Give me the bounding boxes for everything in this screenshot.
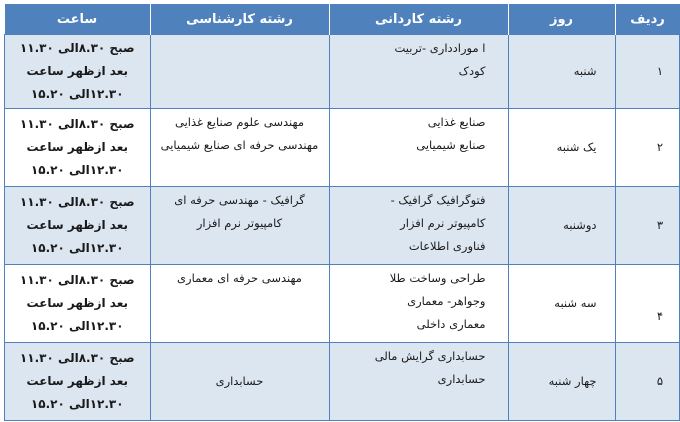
vocational-line: صنایع شیمیایی xyxy=(416,138,486,152)
time-line: بعد ازظهر ساعت xyxy=(26,140,128,154)
bachelor-line: حسابداری xyxy=(215,374,264,388)
header-day: روز xyxy=(508,4,615,35)
bachelor-line: مهندسی علوم صنایع غذایی xyxy=(175,115,304,129)
bachelor-line: گرافیک - مهندسی حرفه ای xyxy=(174,193,305,207)
table-row xyxy=(5,35,680,109)
vocational-line: وجواهر- معماری xyxy=(407,294,486,308)
schedule-table xyxy=(4,4,680,421)
day-cell: سه شنبه xyxy=(508,265,615,343)
table-body xyxy=(5,35,680,421)
vocational-line: معماری داخلی xyxy=(416,317,486,331)
time-line: صبح ۸.۳۰الی ۱۱.۳۰ xyxy=(19,195,135,209)
time-line: بعد ازظهر ساعت xyxy=(26,64,128,78)
time-line: ۱۲.۳۰الی ۱۵.۲۰ xyxy=(30,163,124,177)
vocational-cell xyxy=(329,343,508,421)
table-header xyxy=(5,4,680,35)
bachelor-line: کامپیوتر نرم افزار xyxy=(196,216,283,230)
vocational-cell xyxy=(329,109,508,187)
time-cell xyxy=(5,187,151,265)
day-cell: دوشنبه xyxy=(508,187,615,265)
table-row xyxy=(5,343,680,421)
bachelor-line: مهندسی حرفه ای صنایع شیمیایی xyxy=(160,138,319,152)
header-bachelor: رشته کارشناسی xyxy=(150,4,329,35)
vocational-line: کامپیوتر نرم افزار xyxy=(400,216,486,230)
vocational-cell xyxy=(329,35,508,109)
bachelor-line: مهندسی حرفه ای معماری xyxy=(177,271,302,285)
time-cell xyxy=(5,265,151,343)
bachelor-cell xyxy=(150,265,329,343)
header-vocational: رشته کاردانی xyxy=(329,4,508,35)
day-cell: یک شنبه xyxy=(508,109,615,187)
time-line: ۱۲.۳۰الی ۱۵.۲۰ xyxy=(30,87,124,101)
time-line: صبح ۸.۳۰الی ۱۱.۳۰ xyxy=(19,273,135,287)
time-line: صبح ۸.۳۰الی ۱۱.۳۰ xyxy=(19,117,135,131)
header-time: ساعت xyxy=(5,4,151,35)
bachelor-cell xyxy=(150,187,329,265)
header-row xyxy=(5,4,680,35)
row-number: ۴ xyxy=(615,265,680,343)
time-line: بعد ازظهر ساعت xyxy=(26,374,128,388)
vocational-line: حسابداری گرایش مالی xyxy=(374,349,486,363)
vocational-line: طراحی وساخت طلا xyxy=(389,271,486,285)
row-number: ۵ xyxy=(615,343,680,421)
vocational-line: فناوری اطلاعات xyxy=(408,239,486,253)
vocational-cell xyxy=(329,187,508,265)
row-number: ۳ xyxy=(615,187,680,265)
table-row xyxy=(5,265,680,343)
time-line: صبح ۸.۳۰الی ۱۱.۳۰ xyxy=(19,41,135,55)
bachelor-cell xyxy=(150,343,329,421)
vocational-line: حسابداری xyxy=(437,372,486,386)
time-line: ۱۲.۳۰الی ۱۵.۲۰ xyxy=(30,319,124,333)
time-line: بعد ازظهر ساعت xyxy=(26,296,128,310)
time-line: صبح ۸.۳۰الی ۱۱.۳۰ xyxy=(19,351,135,365)
table-row xyxy=(5,109,680,187)
time-cell xyxy=(5,109,151,187)
bachelor-cell xyxy=(150,35,329,109)
day-cell: چهار شنبه xyxy=(508,343,615,421)
day-cell: شنبه xyxy=(508,35,615,109)
time-line: ۱۲.۳۰الی ۱۵.۲۰ xyxy=(30,397,124,411)
time-cell xyxy=(5,35,151,109)
bachelor-cell xyxy=(150,109,329,187)
vocational-line: صنایع غذایی xyxy=(427,115,486,129)
vocational-line: فتوگرافیک گرافیک - xyxy=(390,193,486,207)
row-number: ۲ xyxy=(615,109,680,187)
header-row-no: ردیف xyxy=(615,4,680,35)
vocational-line: ا مورادداری -تربیت xyxy=(394,41,486,55)
vocational-cell xyxy=(329,265,508,343)
time-line: بعد ازظهر ساعت xyxy=(26,218,128,232)
table-row xyxy=(5,187,680,265)
vocational-line: کودک xyxy=(458,64,486,78)
time-cell xyxy=(5,343,151,421)
row-number: ۱ xyxy=(615,35,680,109)
time-line: ۱۲.۳۰الی ۱۵.۲۰ xyxy=(30,241,124,255)
